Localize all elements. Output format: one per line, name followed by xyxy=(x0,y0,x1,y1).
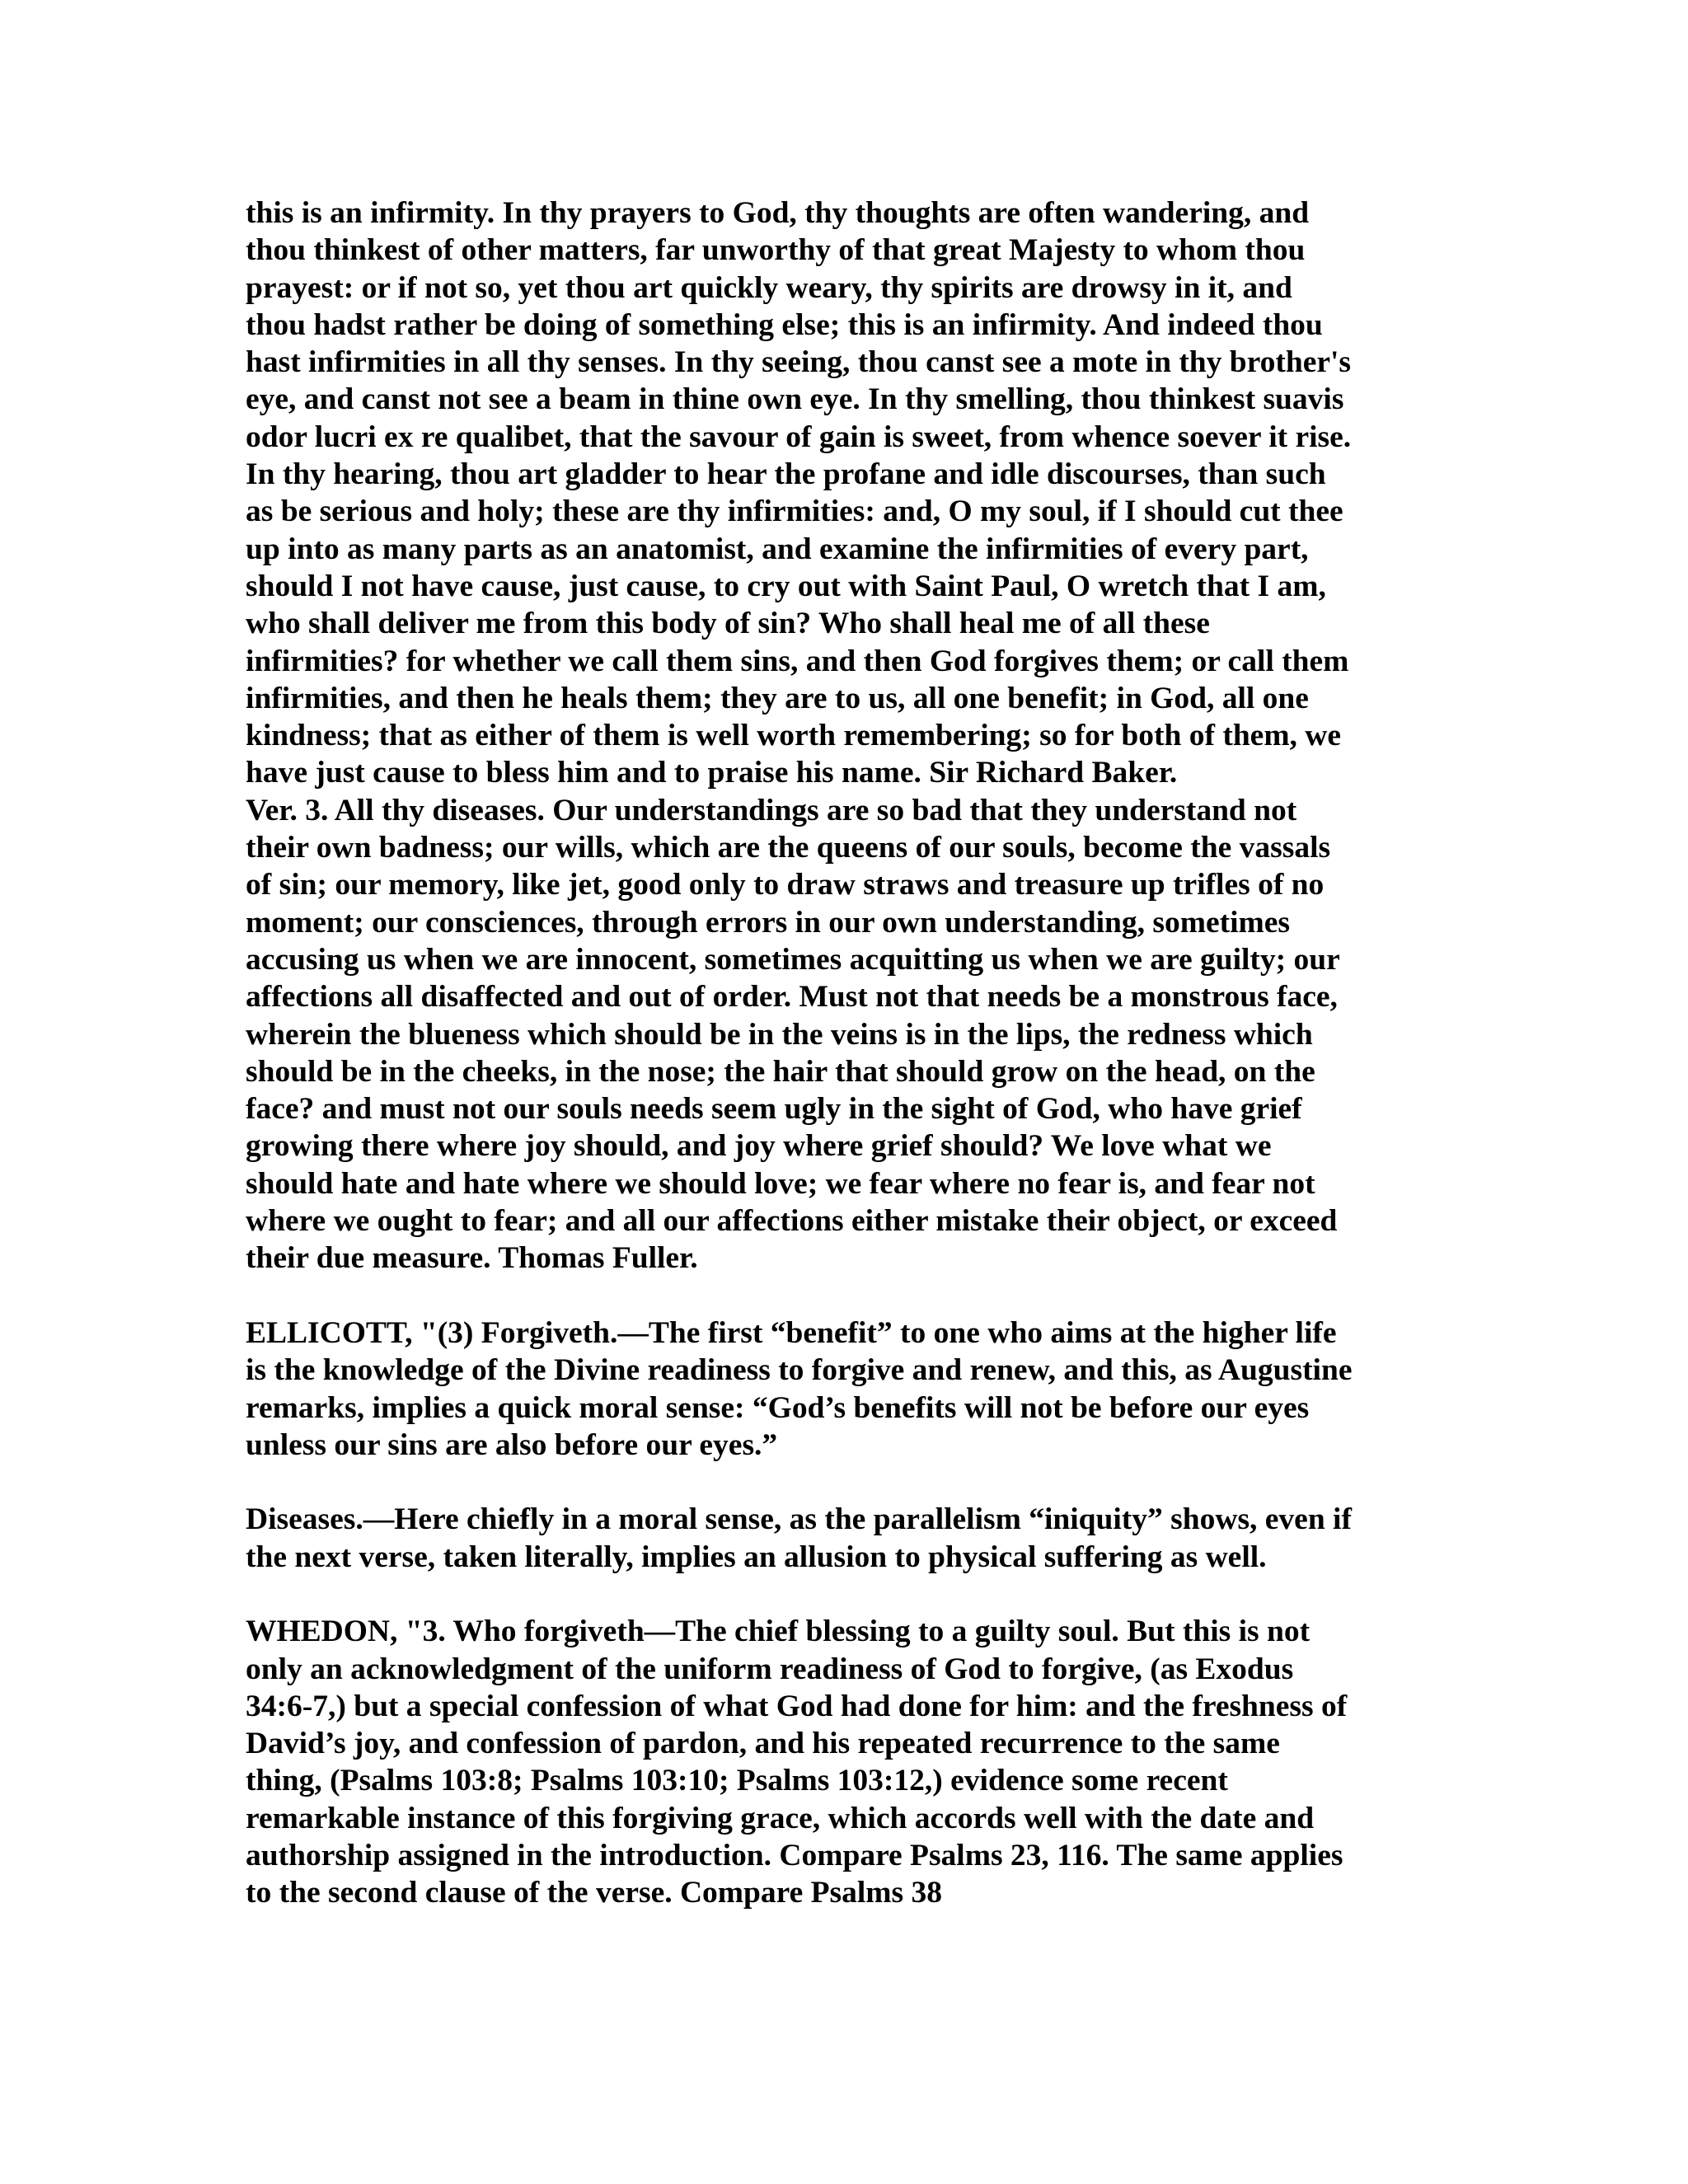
paragraph-gap xyxy=(246,1464,1449,1501)
text-line: Ver. 3. All thy diseases. Our understandings are so bad that they understand not xyxy=(246,793,1297,827)
text-line: Diseases.—Here chiefly in a moral sense, as the parallelism “iniquity” shows, even if xyxy=(246,1502,1352,1537)
paragraph-gap xyxy=(246,1277,1449,1315)
text-line: remarks, implies a quick moral sense: “God’s benefits will not be before our eyes xyxy=(246,1390,1310,1425)
text-line: WHEDON, "3. Who forgiveth—The chief blessing to a guilty soul. But this is not xyxy=(246,1615,1311,1649)
text-line: of sin; our memory, like jet, good only to draw straws and treasure up trifles of no xyxy=(246,868,1325,902)
text-line: David’s joy, and confession of pardon, and his repeated recurrence to the same xyxy=(246,1727,1280,1761)
text-line: who shall deliver me from this body of sin? Who shall heal me of all these xyxy=(246,607,1210,641)
text-line: where we ought to fear; and all our affections either mistake their object, or exceed xyxy=(246,1204,1338,1239)
text-line: ELLICOTT, "(3) Forgiveth.—The first “benefit” to one who aims at the higher life xyxy=(246,1315,1337,1350)
text-line: face? and must not our souls needs seem ugly in the sight of God, who have grief xyxy=(246,1092,1302,1127)
text-line: thou thinkest of other matters, far unworthy of that great Majesty to whom thou xyxy=(246,233,1306,268)
text-line: eye, and canst not see a beam in thine own eye. In thy smelling, thou thinkest suavis xyxy=(246,382,1344,417)
text-line: growing there where joy should, and joy where grief should? We love what we xyxy=(246,1129,1272,1164)
paragraph-5 xyxy=(246,1613,1449,1911)
text-line: infirmities, and then he heals them; they are to us, all one benefit; in God, all one xyxy=(246,681,1309,715)
text-line: should be in the cheeks, in the nose; the hair that should grow on the head, on the xyxy=(246,1054,1315,1089)
text-line: moment; our consciences, through errors in our own understanding, sometimes xyxy=(246,905,1291,940)
text-line: wherein the blueness which should be in the veins is in the lips, the redness which xyxy=(246,1017,1313,1052)
paragraph-1 xyxy=(246,194,1449,792)
text-line: have just cause to bless him and to praise his name. Sir Richard Baker. xyxy=(246,756,1178,790)
paragraph-3 xyxy=(246,1315,1449,1464)
text-line: their due measure. Thomas Fuller. xyxy=(246,1241,698,1276)
text-line: accusing us when we are innocent, sometimes acquitting us when we are guilty; our xyxy=(246,942,1340,977)
text-line: thou hadst rather be doing of something else; this is an infirmity. And indeed thou xyxy=(246,307,1323,342)
text-line: to the second clause of the verse. Compare Psalms 38 xyxy=(246,1876,943,1910)
text-line: hast infirmities in all thy senses. In thy seeing, thou canst see a mote in thy brother's xyxy=(246,345,1352,380)
text-line: this is an infirmity. In thy prayers to God, thy thoughts are often wandering, and xyxy=(246,196,1310,230)
text-line: up into as many parts as an anatomist, and examine the infirmities of every part, xyxy=(246,532,1309,566)
text-line: infirmities? for whether we call them sins, and then God forgives them; or call them xyxy=(246,644,1349,678)
paragraph-2 xyxy=(246,792,1449,1277)
paragraph-gap xyxy=(246,1576,1449,1613)
text-line: prayest: or if not so, yet thou art quickly weary, thy spirits are drowsy in it, and xyxy=(246,270,1292,305)
text-line: is the knowledge of the Divine readiness to forgive and renew, and this, as Augustine xyxy=(246,1353,1353,1388)
text-line: only an acknowledgment of the uniform readiness of God to forgive, (as Exodus xyxy=(246,1652,1294,1686)
text-line: thing, (Psalms 103:8; Psalms 103:10; Psalms 103:12,) evidence some recent xyxy=(246,1764,1228,1798)
document-page xyxy=(246,194,1449,1912)
text-line: remarkable instance of this forgiving grace, which accords well with the date and xyxy=(246,1801,1315,1835)
text-line: should hate and hate where we should love; we fear where no fear is, and fear not xyxy=(246,1166,1315,1201)
text-line: as be serious and holy; these are thy infirmities: and, O my soul, if I should cut thee xyxy=(246,494,1343,529)
text-line: 34:6-7,) but a special confession of what God had done for him: and the freshness of xyxy=(246,1689,1348,1723)
text-line: unless our sins are also before our eyes.” xyxy=(246,1427,778,1462)
text-line: kindness; that as either of them is well worth remembering; so for both of them, we xyxy=(246,719,1342,753)
text-line: should I not have cause, just cause, to cry out with Saint Paul, O wretch that I am, xyxy=(246,569,1326,603)
text-line: In thy hearing, thou art gladder to hear the profane and idle discourses, than such xyxy=(246,457,1326,492)
text-line: affections all disaffected and out of order. Must not that needs be a monstrous face, xyxy=(246,980,1338,1015)
text-line: the next verse, taken literally, implies an allusion to physical suffering as well. xyxy=(246,1540,1267,1574)
text-line: authorship assigned in the introduction. Compare Psalms 23, 116. The same applies xyxy=(246,1839,1343,1873)
paragraph-4 xyxy=(246,1501,1449,1576)
text-line: odor lucri ex re qualibet, that the savour of gain is sweet, from whence soever it rise. xyxy=(246,419,1352,454)
text-line: their own badness; our wills, which are the queens of our souls, become the vassals xyxy=(246,831,1331,865)
